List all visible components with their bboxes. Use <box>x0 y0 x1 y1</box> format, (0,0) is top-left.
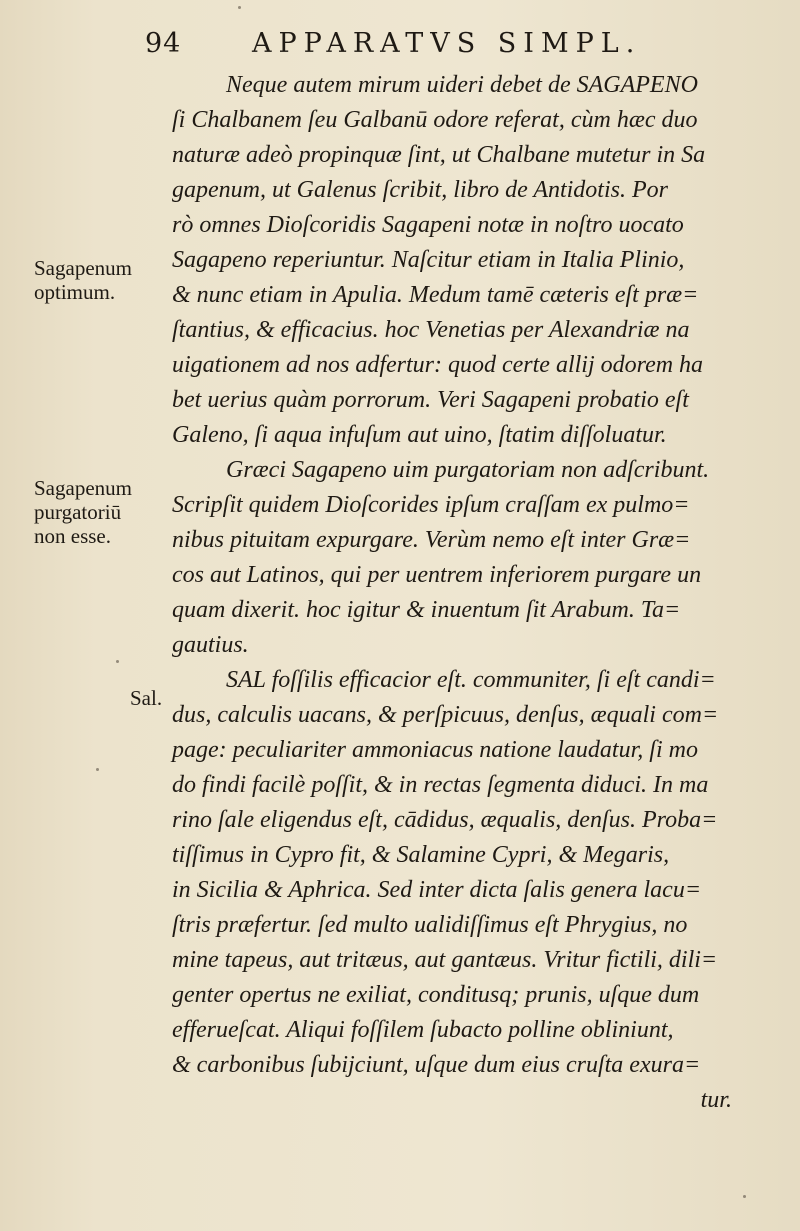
ink-speck <box>743 1195 746 1198</box>
main-text-block <box>172 68 772 1118</box>
text-line: rino ſale eligendus eſt, cādidus, æqualis, denſus. Proba= <box>172 807 718 833</box>
margin-note-sal <box>130 686 162 710</box>
text-line: nibus pituitam expurgare. Verùm nemo eſt inter Græ= <box>172 527 691 553</box>
ink-speck <box>96 768 99 771</box>
text-line: Neque autem mirum uideri debet de SAGAPENO <box>226 72 698 98</box>
margin-note-line: optimum. <box>34 280 116 304</box>
text-line: rò omnes Dioſcoridis Sagapeni notæ in noſtro uocato <box>172 212 684 238</box>
margin-note-line: non esse. <box>34 524 111 548</box>
text-line: ſtris præfertur. ſed multo ualidiſſimus eſt Phrygius, no <box>172 912 688 938</box>
text-line: ſi Chalbanem ſeu Galbanū odore referat, cùm hæc duo <box>172 107 698 133</box>
text-line: tur. <box>700 1087 732 1113</box>
text-line: mine tapeus, aut tritæus, aut gantæus. Vritur fictili, dili= <box>172 947 718 973</box>
text-line: Græci Sagapeno uim purgatoriam non adſcribunt. <box>226 457 710 483</box>
text-line: gautius. <box>172 632 249 658</box>
text-line: efferueſcat. Aliqui foſſilem ſubacto polline obliniunt, <box>172 1017 674 1043</box>
margin-note-sagapenum-optimum <box>34 256 132 304</box>
text-line: quam dixerit. hoc igitur & inuentum ſit Arabum. Ta= <box>172 597 681 623</box>
margin-note-line: purgatoriū <box>34 500 122 524</box>
running-title: APPARATVS SIMPL. <box>252 28 642 59</box>
text-line: do findi facilè poſſit, & in rectas ſegmenta diduci. In ma <box>172 772 709 798</box>
text-line: page: peculiariter ammoniacus natione laudatur, ſi mo <box>172 737 698 763</box>
text-line: ſtantius, & efficacius. hoc Venetias per Alexandriæ na <box>172 317 690 343</box>
margin-note-line: Sal. <box>130 686 163 710</box>
text-line: & carbonibus ſubijciunt, uſque dum eius cruſta exura= <box>172 1052 701 1078</box>
ink-speck <box>238 6 241 9</box>
page-header <box>0 22 800 62</box>
text-line: & nunc etiam in Apulia. Medum tamē cæteris eſt præ= <box>172 282 699 308</box>
margin-note-line: Sagapenum <box>34 256 132 280</box>
text-line: SAL foſſilis efficacior eſt. communiter, ſi eſt candi= <box>226 667 716 693</box>
text-line: bet uerius quàm porrorum. Veri Sagapeni probatio eſt <box>172 387 689 413</box>
ink-speck <box>116 660 119 663</box>
text-line: Sagapeno reperiuntur. Naſcitur etiam in Italia Plinio, <box>172 247 685 273</box>
margin-note-sagapenum-purgatorium <box>34 476 132 548</box>
text-line: gapenum, ut Galenus ſcribit, libro de Antidotis. Por <box>172 177 668 203</box>
text-line: in Sicilia & Aphrica. Sed inter dicta ſalis genera lacu= <box>172 877 702 903</box>
text-line: tiſſimus in Cypro fit, & Salamine Cypri, & Megaris, <box>172 842 670 868</box>
text-line: genter opertus ne exiliat, conditusq; prunis, uſque dum <box>172 982 700 1008</box>
text-line: naturæ adeò propinquæ ſint, ut Chalbane mutetur in Sa <box>172 142 706 168</box>
text-line: uigationem ad nos adfertur: quod certe allij odorem ha <box>172 352 704 378</box>
text-line: cos aut Latinos, qui per uentrem inferiorem purgare un <box>172 562 702 588</box>
page-number: 94 <box>145 28 182 59</box>
text-line: Scripſit quidem Dioſcorides ipſum craſſam ex pulmo= <box>172 492 690 518</box>
text-line: Galeno, ſi aqua infuſum aut uino, ſtatim diſſoluatur. <box>172 422 667 448</box>
text-line: dus, calculis uacans, & perſpicuus, denſus, æquali com= <box>172 702 719 728</box>
margin-note-line: Sagapenum <box>34 476 132 500</box>
